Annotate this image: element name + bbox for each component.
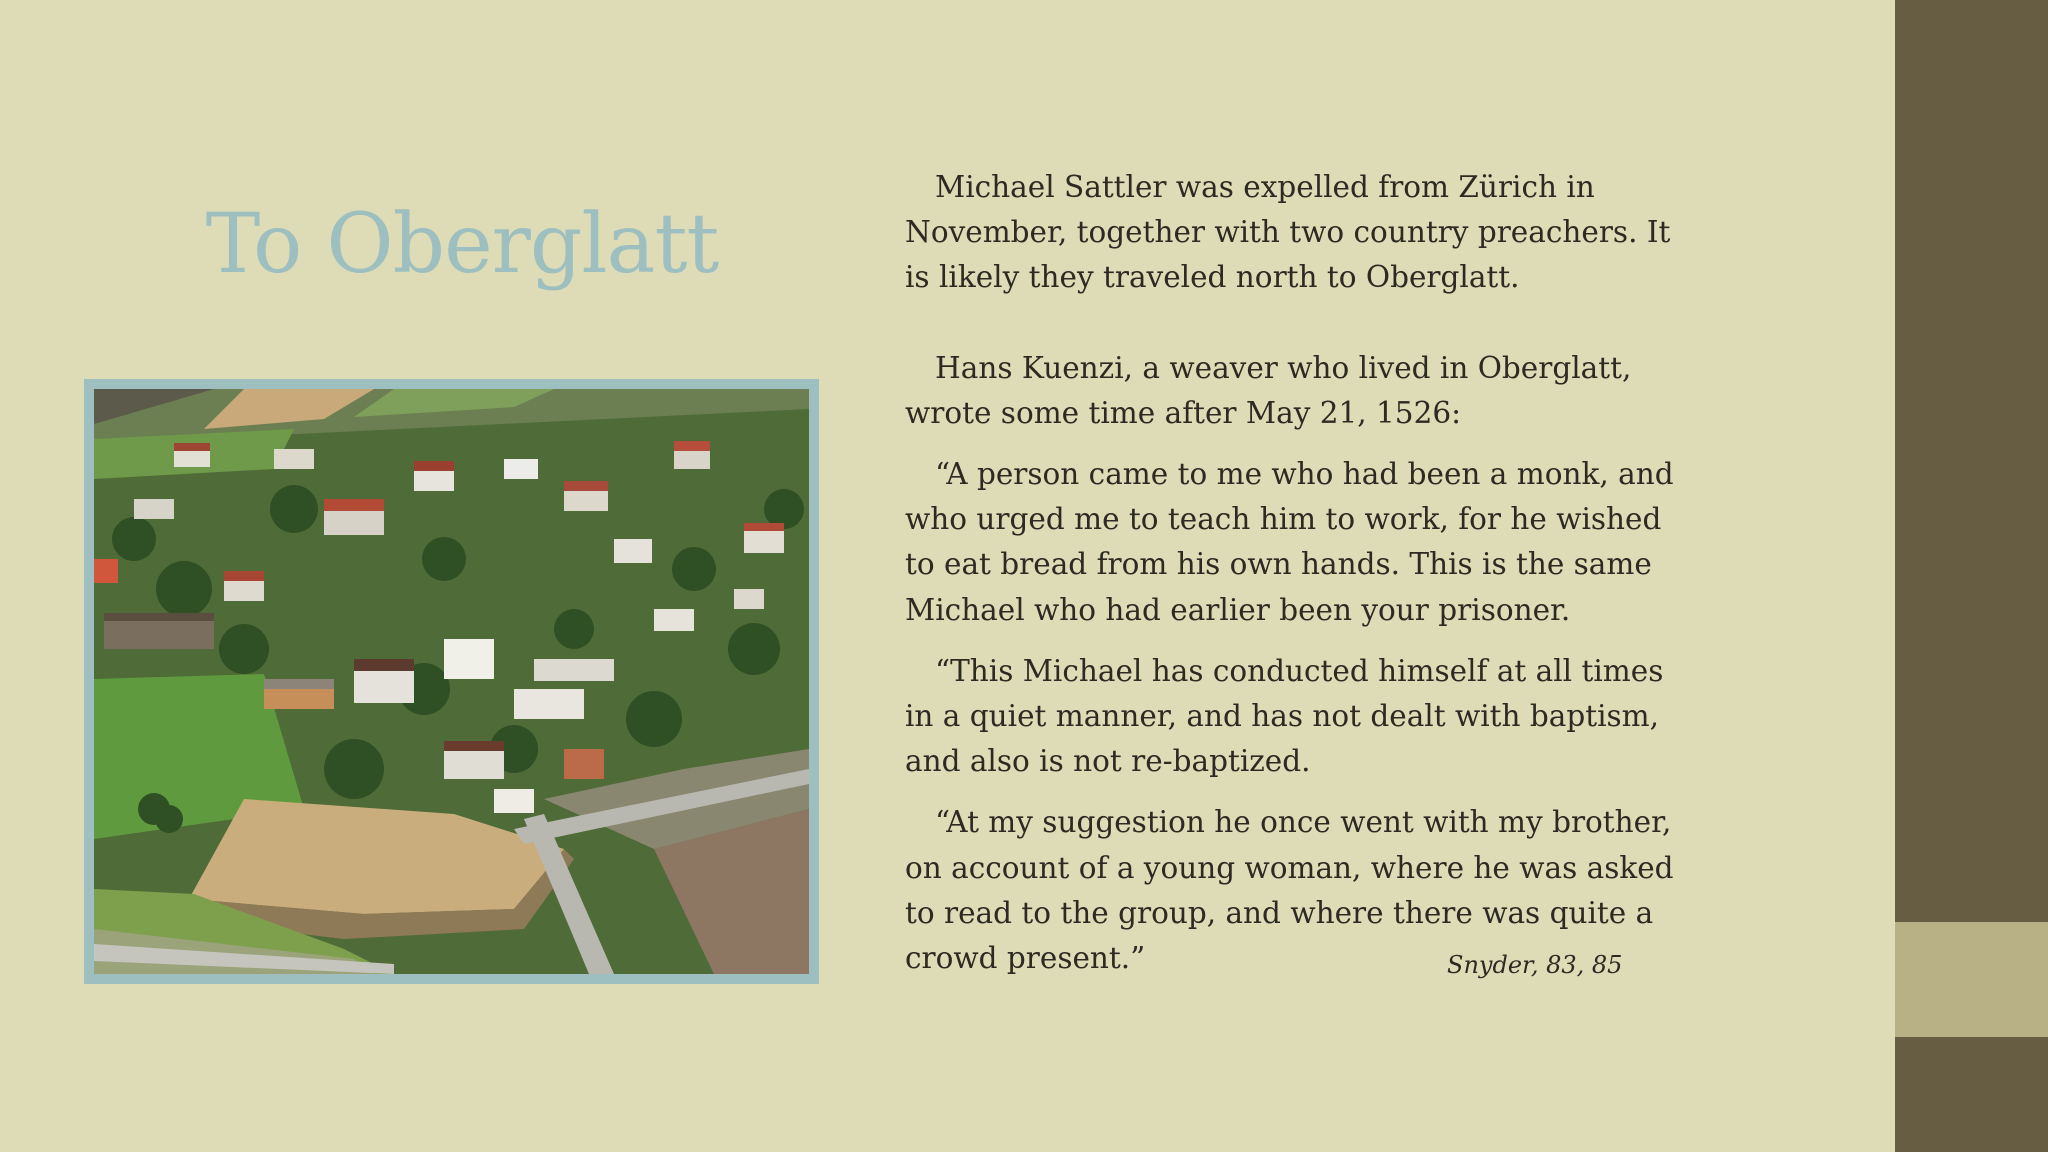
sidebar-accent-block <box>1895 922 2048 1037</box>
quote-suggestion: “At my suggestion he once went with my brother, on account of a young woman, where he was asked to read to the group, and where there was quite a crowd present.” <box>905 805 1674 976</box>
quote-monk: “A person came to me who had been a monk, and who urged me to teach him to work, for he wished to eat bread from his own hands. This is the same Michael who had earlier been your prisoner. <box>905 457 1674 627</box>
paragraph-expulsion: Michael Sattler was expelled from Zürich in November, together with two country preachers. It is likely they traveled north to Oberglatt. <box>905 170 1671 295</box>
photo-frame <box>84 379 819 984</box>
quote-conduct: “This Michael has conducted himself at all times in a quiet manner, and has not dealt with baptism, and also is not re-baptized. <box>905 653 1664 779</box>
aerial-village-photo <box>94 389 809 974</box>
citation: Snyder, 83, 85 <box>1447 951 1623 979</box>
body-text <box>905 165 1705 981</box>
paragraph-kuenzi-intro: Hans Kuenzi, a weaver who lived in Oberglatt, wrote some time after May 21, 1526: <box>905 350 1632 430</box>
slide-title: To Oberglatt <box>205 197 719 292</box>
